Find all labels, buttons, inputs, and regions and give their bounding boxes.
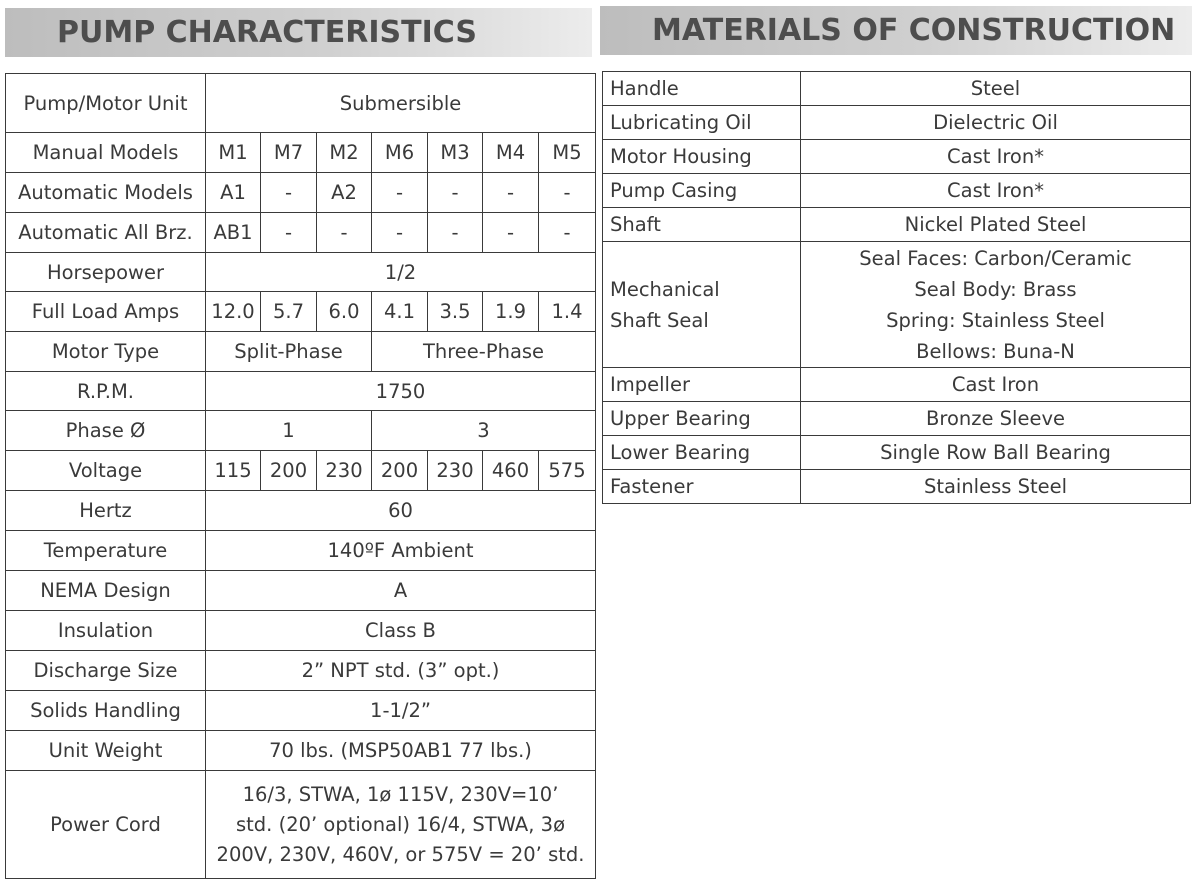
materials-table (602, 71, 1191, 504)
cell-value: - (539, 173, 596, 213)
table-row (6, 651, 596, 691)
cell-value: 200 (372, 451, 428, 491)
cell-value: Three-Phase (372, 332, 596, 372)
cell-value: A (206, 571, 596, 611)
row-label: Manual Models (6, 133, 206, 173)
row-label: Motor Type (6, 332, 206, 372)
row-label: Motor Housing (603, 140, 801, 174)
cell-value: 2” NPT std. (3” opt.) (206, 651, 596, 691)
table-row (603, 72, 1191, 106)
cell-value: - (261, 213, 317, 253)
cell-value: M3 (428, 133, 483, 173)
pump-characteristics-heading: PUMP CHARACTERISTICS (5, 8, 592, 57)
table-row (6, 771, 596, 879)
table-row (6, 491, 596, 531)
row-label: Phase Ø (6, 411, 206, 451)
table-row (6, 173, 596, 213)
cell-value: 1 (206, 411, 372, 451)
row-label: Lubricating Oil (603, 106, 801, 140)
table-row (6, 691, 596, 731)
row-label: Fastener (603, 470, 801, 504)
seal-label-line: Mechanical (610, 277, 720, 301)
row-label: Automatic All Brz. (6, 213, 206, 253)
cell-value: Cast Iron (801, 368, 1191, 402)
cell-value: Submersible (206, 74, 596, 133)
cell-value: 140ºF Ambient (206, 531, 596, 571)
cell-value: 12.0 (206, 292, 261, 332)
table-row (603, 208, 1191, 242)
table-row (603, 140, 1191, 174)
cell-value: 230 (428, 451, 483, 491)
power-cord-line: 16/3, STWA, 1ø 115V, 230V=10’ (242, 782, 559, 806)
row-label: Upper Bearing (603, 402, 801, 436)
row-label: Temperature (6, 531, 206, 571)
table-row (6, 74, 596, 133)
table-row (6, 292, 596, 332)
table-row (6, 133, 596, 173)
seal-value-line: Seal Faces: Carbon/Ceramic (859, 246, 1132, 270)
row-label: Discharge Size (6, 651, 206, 691)
cell-value: 4.1 (372, 292, 428, 332)
cell-value: 230 (317, 451, 372, 491)
materials-of-construction-heading: MATERIALS OF CONSTRUCTION (600, 6, 1192, 55)
table-row (6, 731, 596, 771)
cell-value: M4 (483, 133, 539, 173)
table-row (6, 571, 596, 611)
cell-value: Cast Iron* (801, 174, 1191, 208)
table-row (603, 470, 1191, 504)
cell-value: M7 (261, 133, 317, 173)
cell-value: - (483, 213, 539, 253)
row-label (603, 242, 801, 368)
table-row (6, 332, 596, 372)
cell-value: 1/2 (206, 253, 596, 292)
cell-value: 5.7 (261, 292, 317, 332)
cell-value: M1 (206, 133, 261, 173)
table-row (6, 213, 596, 253)
row-label: NEMA Design (6, 571, 206, 611)
cell-value: 6.0 (317, 292, 372, 332)
row-label: Handle (603, 72, 801, 106)
cell-value: - (317, 213, 372, 253)
cell-value: A2 (317, 173, 372, 213)
cell-value: Nickel Plated Steel (801, 208, 1191, 242)
cell-value: 115 (206, 451, 261, 491)
table-row (603, 242, 1191, 368)
cell-value: M5 (539, 133, 596, 173)
power-cord-value (206, 771, 596, 879)
cell-value: M2 (317, 133, 372, 173)
table-row (6, 611, 596, 651)
table-row (6, 411, 596, 451)
row-label: Lower Bearing (603, 436, 801, 470)
cell-value: Stainless Steel (801, 470, 1191, 504)
cell-value: - (372, 173, 428, 213)
cell-value: Dielectric Oil (801, 106, 1191, 140)
cell-value: Steel (801, 72, 1191, 106)
seal-value (801, 242, 1191, 368)
cell-value: - (483, 173, 539, 213)
table-row (6, 372, 596, 411)
cell-value: - (428, 173, 483, 213)
power-cord-line: std. (20’ optional) 16/4, STWA, 3ø (236, 812, 565, 836)
cell-value: AB1 (206, 213, 261, 253)
cell-value: Single Row Ball Bearing (801, 436, 1191, 470)
cell-value: Cast Iron* (801, 140, 1191, 174)
seal-value-line: Spring: Stainless Steel (886, 308, 1105, 332)
table-row (6, 451, 596, 491)
cell-value: - (261, 173, 317, 213)
seal-value-line: Seal Body: Brass (914, 277, 1077, 301)
table-row (603, 106, 1191, 140)
cell-value: Class B (206, 611, 596, 651)
cell-value: 575 (539, 451, 596, 491)
table-row (603, 402, 1191, 436)
row-label: R.P.M. (6, 372, 206, 411)
table-row (603, 368, 1191, 402)
row-label: Pump/Motor Unit (6, 74, 206, 133)
cell-value: 1.9 (483, 292, 539, 332)
cell-value: 460 (483, 451, 539, 491)
row-label: Power Cord (6, 771, 206, 879)
row-label: Solids Handling (6, 691, 206, 731)
cell-value: - (428, 213, 483, 253)
cell-value: 200 (261, 451, 317, 491)
row-label: Impeller (603, 368, 801, 402)
row-label: Pump Casing (603, 174, 801, 208)
power-cord-line: 200V, 230V, 460V, or 575V = 20’ std. (216, 842, 585, 866)
row-label: Insulation (6, 611, 206, 651)
cell-value: M6 (372, 133, 428, 173)
row-label: Automatic Models (6, 173, 206, 213)
row-label: Full Load Amps (6, 292, 206, 332)
row-label: Horsepower (6, 253, 206, 292)
cell-value: Bronze Sleeve (801, 402, 1191, 436)
seal-label-line: Shaft Seal (610, 308, 709, 332)
row-label: Unit Weight (6, 731, 206, 771)
cell-value: Split-Phase (206, 332, 372, 372)
row-label: Shaft (603, 208, 801, 242)
table-row (6, 531, 596, 571)
cell-value: 60 (206, 491, 596, 531)
table-row (603, 436, 1191, 470)
cell-value: - (372, 213, 428, 253)
cell-value: - (539, 213, 596, 253)
cell-value: 1750 (206, 372, 596, 411)
cell-value: 1.4 (539, 292, 596, 332)
seal-value-line: Bellows: Buna-N (916, 339, 1075, 363)
pump-characteristics-table (5, 73, 596, 879)
cell-value: 3 (372, 411, 596, 451)
row-label: Hertz (6, 491, 206, 531)
cell-value: 1-1/2” (206, 691, 596, 731)
table-row (603, 174, 1191, 208)
cell-value: 3.5 (428, 292, 483, 332)
cell-value: 70 lbs. (MSP50AB1 77 lbs.) (206, 731, 596, 771)
table-row (6, 253, 596, 292)
cell-value: A1 (206, 173, 261, 213)
row-label: Voltage (6, 451, 206, 491)
